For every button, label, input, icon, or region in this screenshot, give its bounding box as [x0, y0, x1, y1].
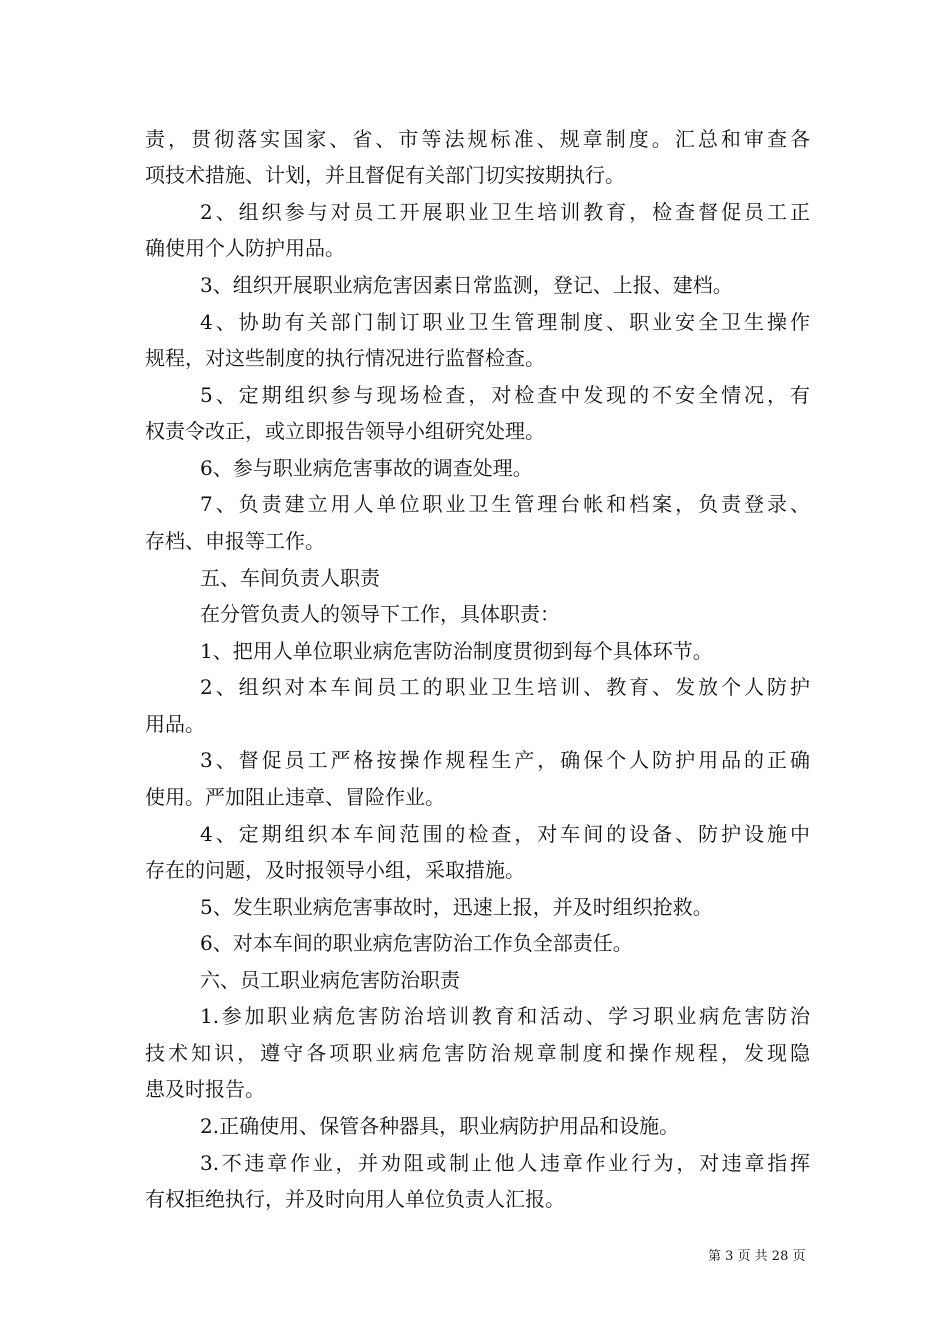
text-line: 技术知识，遵守各项职业病危害防治规章制度和操作规程，发现隐 [145, 1041, 810, 1065]
text-line: 1、把用人单位职业病危害防治制度贯彻到每个具体环节。 [200, 639, 713, 663]
text-line: 2.正确使用、保管各种器具，职业病防护用品和设施。 [200, 1114, 680, 1138]
text-line: 5、定期组织参与现场检查，对检查中发现的不安全情况，有 [200, 383, 810, 407]
section-heading: 五、车间负责人职责 [200, 566, 380, 590]
text-line: 有权拒绝执行，并及时向用人单位负责人汇报。 [145, 1187, 565, 1211]
text-line: 确使用个人防护用品。 [145, 236, 345, 260]
text-line: 4、协助有关部门制订职业卫生管理制度、职业安全卫生操作 [200, 310, 810, 334]
text-line: 权责令改正，或立即报告领导小组研究处理。 [145, 419, 545, 443]
text-line: 使用。严加阻止违章、冒险作业。 [145, 785, 445, 809]
text-line: 5、发生职业病危害事故时，迅速上报，并及时组织抢救。 [200, 895, 713, 919]
text-line: 存在的问题，及时报领导小组，采取措施。 [145, 858, 525, 882]
text-line: 在分管负责人的领导下工作，具体职责： [200, 602, 560, 626]
text-line: 7、负责建立用人单位职业卫生管理台帐和档案，负责登录、 [200, 492, 810, 516]
text-line: 规程，对这些制度的执行情况进行监督检查。 [145, 346, 545, 370]
text-line: 用品。 [145, 712, 205, 736]
text-line: 3、督促员工严格按操作规程生产，确保个人防护用品的正确 [200, 748, 810, 772]
text-line: 2、组织对本车间员工的职业卫生培训、教育、发放个人防护 [200, 675, 810, 699]
text-line: 1.参加职业病危害防治培训教育和活动、学习职业病危害防治 [200, 1004, 810, 1028]
text-line: 存档、申报等工作。 [145, 529, 325, 553]
text-line: 患及时报告。 [145, 1077, 265, 1101]
text-line: 3、组织开展职业病危害因素日常监测，登记、上报、建档。 [200, 273, 733, 297]
text-line: 6、对本车间的职业病危害防治工作负全部责任。 [200, 931, 633, 955]
text-line: 2、组织参与对员工开展职业卫生培训教育，检查督促员工正 [200, 200, 810, 224]
section-heading: 六、员工职业病危害防治职责 [200, 968, 460, 992]
text-line: 3.不违章作业，并劝阻或制止他人违章作业行为，对违章指挥 [200, 1151, 810, 1175]
text-line: 责，贯彻落实国家、省、市等法规标准、规章制度。汇总和审查各 [145, 127, 810, 151]
text-line: 项技术措施、计划，并且督促有关部门切实按期执行。 [145, 163, 625, 187]
text-line: 4、定期组织本车间范围的检查，对车间的设备、防护设施中 [200, 822, 810, 846]
page-number: 第 3 页 共 28 页 [708, 1249, 806, 1264]
text-line: 6、参与职业病危害事故的调查处理。 [200, 456, 533, 480]
